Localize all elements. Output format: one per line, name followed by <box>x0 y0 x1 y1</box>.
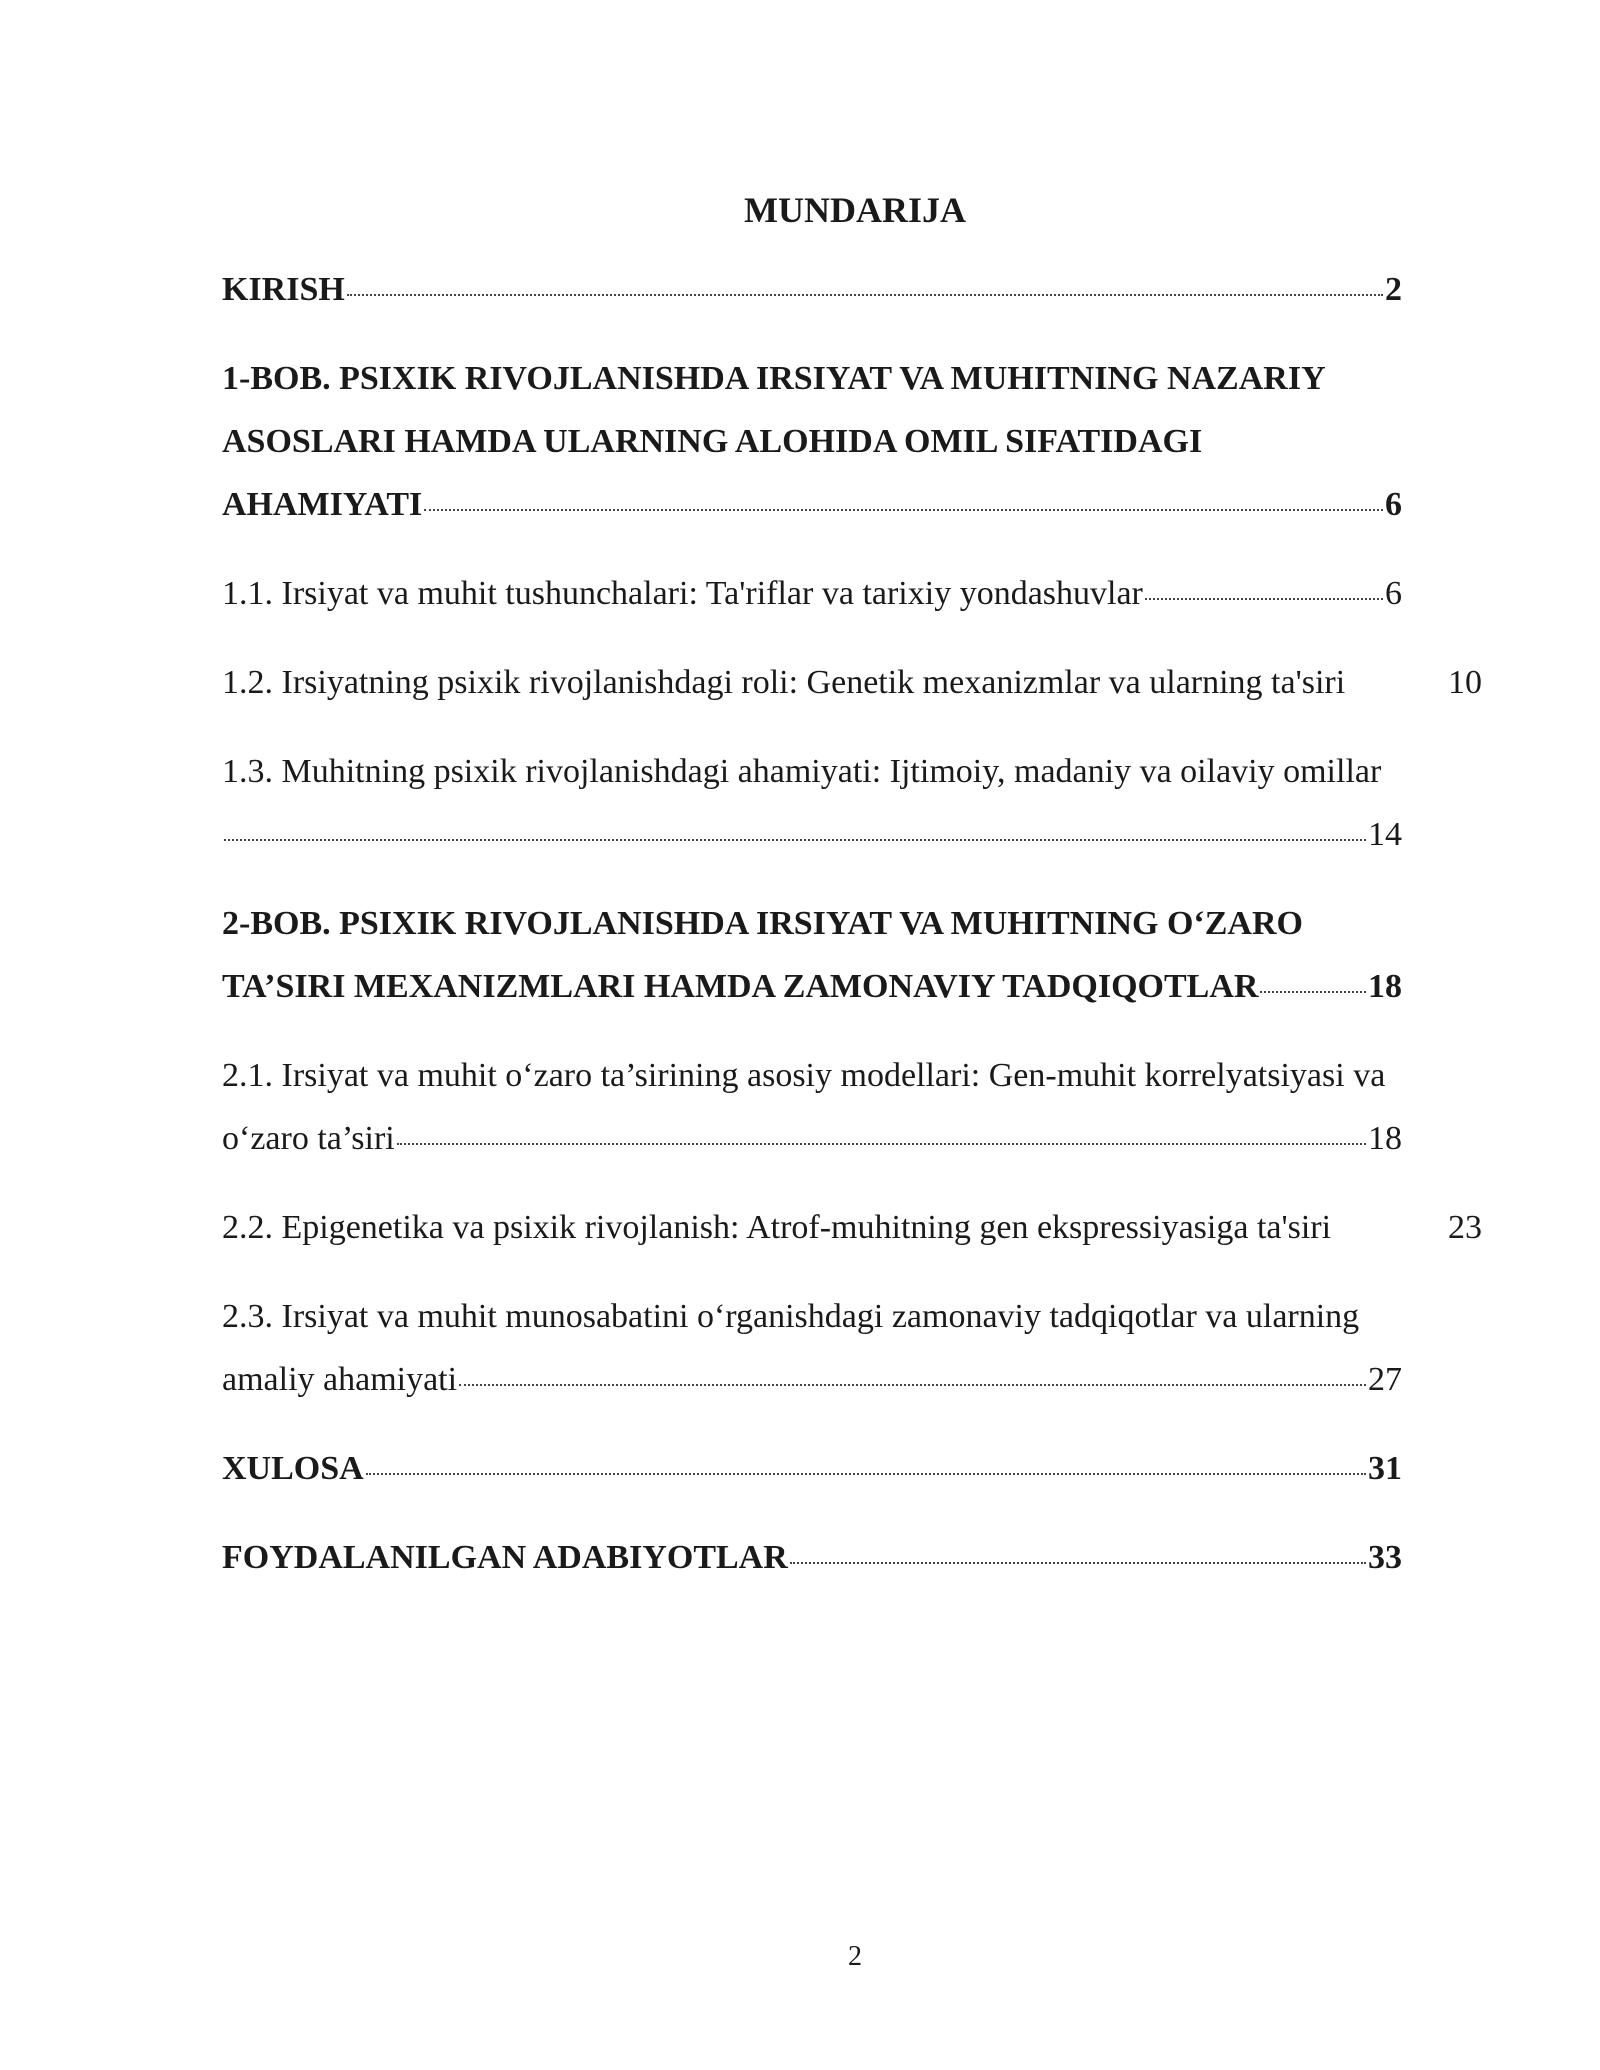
toc-entry-section-1-3[interactable] <box>222 740 1482 866</box>
toc-entry-kirish[interactable] <box>222 258 1482 321</box>
toc-entry-section-2-2[interactable] <box>222 1196 1482 1259</box>
toc-entry-chapter-2[interactable] <box>222 892 1482 1018</box>
toc-entry-line: 2.3. Irsiyat va muhit munosabatini o‘rganishdagi zamonaviy tadqiqotlar va ularning <box>222 1298 1360 1335</box>
dot-leader <box>347 294 1383 296</box>
toc-entry-label: amaliy ahamiyati <box>222 1361 458 1398</box>
toc-page-number: 2 <box>1385 271 1402 308</box>
dot-leader <box>790 1562 1366 1564</box>
toc-entry-label: AHAMIYATI <box>222 486 423 523</box>
toc-entry-label: 1.1. Irsiyat va muhit tushunchalari: Ta'riflar va tarixiy yondashuvlar <box>222 575 1143 612</box>
toc-entry-line: 1-BOB. PSIXIK RIVOJLANISHDA IRSIYAT VA MUHITNING NAZARIY <box>222 360 1326 397</box>
dot-leader <box>224 839 1366 841</box>
toc-entry-section-1-1[interactable] <box>222 562 1482 625</box>
toc-page-number: 10 <box>1448 664 1482 701</box>
toc-entry-label: 1.3. Muhitning psixik rivojlanishdagi ahamiyati: Ijtimoiy, madaniy va oilaviy omillar <box>222 753 1382 790</box>
dot-leader <box>459 1384 1366 1386</box>
toc-page-number: 18 <box>1368 1120 1402 1157</box>
dot-leader <box>366 1473 1366 1475</box>
dot-leader <box>424 509 1383 511</box>
toc-page-number: 27 <box>1368 1361 1402 1398</box>
toc-entry-label: XULOSA <box>222 1450 364 1487</box>
toc-entry-line: ASOSLARI HAMDA ULARNING ALOHIDA OMIL SIFATIDAGI <box>222 423 1203 460</box>
toc-entry-label: 1.2. Irsiyatning psixik rivojlanishdagi roli: Genetik mexanizmlar va ularning ta'siri <box>222 664 1346 701</box>
toc-entry-xulosa[interactable] <box>222 1437 1482 1500</box>
toc-page-number: 14 <box>1368 816 1402 853</box>
table-of-contents <box>222 258 1482 1615</box>
toc-entry-section-2-3[interactable] <box>222 1285 1482 1411</box>
toc-page-number: 33 <box>1368 1539 1402 1576</box>
toc-entry-label: TA’SIRI MEXANIZMLARI HAMDA ZAMONAVIY TADQIQOTLAR <box>222 968 1259 1005</box>
dot-leader <box>1260 991 1366 993</box>
toc-page-number: 6 <box>1385 486 1402 523</box>
toc-page-number: 23 <box>1448 1209 1482 1246</box>
toc-entry-label: 2.2. Epigenetika va psixik rivojlanish: Atrof-muhitning gen ekspressiyasiga ta'siri <box>222 1209 1332 1246</box>
toc-entry-label: FOYDALANILGAN ADABIYOTLAR <box>222 1539 788 1576</box>
toc-entry-references[interactable] <box>222 1526 1482 1589</box>
toc-entry-label: KIRISH <box>222 271 345 308</box>
toc-entry-chapter-1[interactable] <box>222 347 1482 536</box>
toc-entry-section-2-1[interactable] <box>222 1044 1482 1170</box>
toc-heading: MUNDARIJA <box>744 190 966 230</box>
dot-leader <box>397 1143 1366 1145</box>
toc-page-number: 18 <box>1368 968 1402 1005</box>
toc-page-number: 6 <box>1385 575 1402 612</box>
toc-entry-line: 2-BOB. PSIXIK RIVOJLANISHDA IRSIYAT VA MUHITNING O‘ZARO <box>222 905 1303 942</box>
page-number-footer: 2 <box>848 1941 862 1972</box>
toc-page-number: 31 <box>1368 1450 1402 1487</box>
toc-entry-label: o‘zaro ta’siri <box>222 1120 395 1157</box>
dot-leader <box>1145 598 1383 600</box>
toc-entry-section-1-2[interactable] <box>222 651 1482 714</box>
toc-entry-line: 2.1. Irsiyat va muhit o‘zaro ta’sirining asosiy modellari: Gen-muhit korrelyatsiyasi va <box>222 1057 1386 1094</box>
